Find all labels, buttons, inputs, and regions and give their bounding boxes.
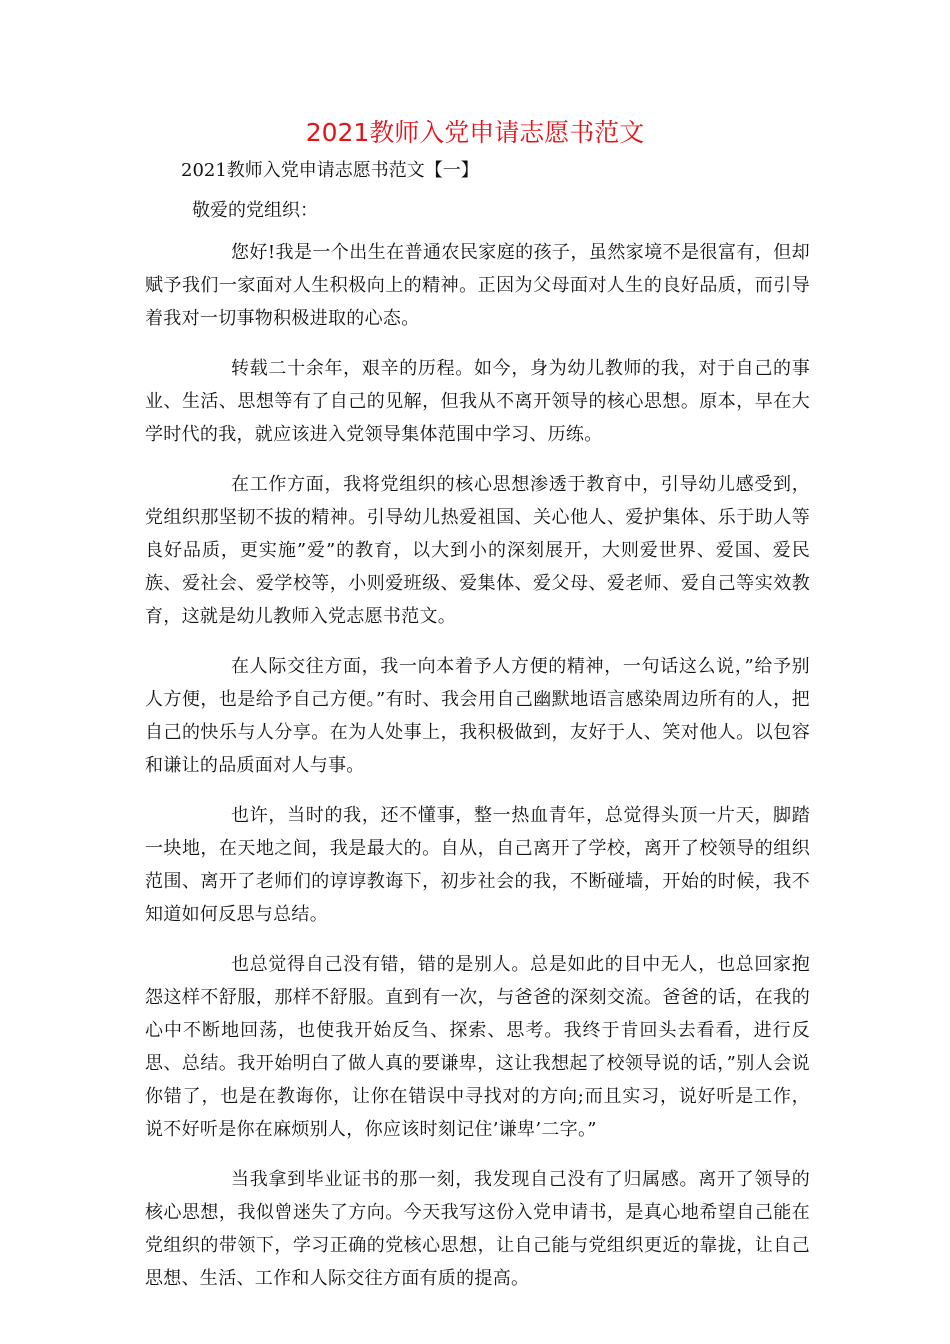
paragraph-7: 当我拿到毕业证书的那一刻，我发现自己没有了归属感。离开了领导的核心思想，我似曾迷失了方向。今天我写这份入党申请书，是真心地希望自己能在党组织的带领下，学习正确的党核心思想，让自己能与党组织更近的靠拢，让自己思想、生活、工作和人际交往方面有质的提高。 xyxy=(145,1169,810,1289)
document-subtitle: 2021教师入党申请志愿书范文【一】 xyxy=(181,160,479,181)
paragraph-5: 也许，当时的我，还不懂事，整一热血青年，总觉得头顶一片天，脚踏一块地，在天地之间，我是最大的。自从，自己离开了学校，离开了校领导的组织范围、离开了老师们的谆谆教诲下，初步社会的我，不断碰墙，开始的时候，我不知道如何反思与总结。 xyxy=(145,805,810,925)
paragraph-1: 您好!我是一个出生在普通农民家庭的孩子，虽然家境不是很富有，但却赋予我们一家面对人生积极向上的精神。正因为父母面对人生的良好品质，而引导着我对一切事物积极进取的心态。 xyxy=(145,242,810,329)
letter-body xyxy=(145,236,810,1312)
salutation: 敬爱的党组织： xyxy=(192,200,318,221)
document-title: 2021教师入党申请志愿书范文 xyxy=(305,118,645,147)
paragraph-2: 转载二十余年，艰辛的历程。如今，身为幼儿教师的我，对于自己的事业、生活、思想等有了自己的见解，但我从不离开领导的核心思想。原本，早在大学时代的我，就应该进入党领导集体范围中学习、历练。 xyxy=(145,358,810,445)
paragraph-3: 在工作方面，我将党组织的核心思想渗透于教育中，引导幼儿感受到，党组织那坚韧不拔的精神。引导幼儿热爱祖国、关心他人、爱护集体、乐于助人等良好品质，更实施”爱”的教育，以大到小的深刻展开，大则爱世界、爱国、爱民族、爱社会、爱学校等，小则爱班级、爱集体、爱父母、爱老师、爱自己等实效教育，这就是幼儿教师入党志愿书范文。 xyxy=(145,474,810,627)
paragraph-4: 在人际交往方面，我一向本着予人方便的精神，一句话这么说，”给予别人方便，也是给予自己方便。”有时、我会用自己幽默地语言感染周边所有的人，把自己的快乐与人分享。在为人处事上，我积极做到，友好于人、笑对他人。以包容和谦让的品质面对人与事。 xyxy=(145,656,810,776)
paragraph-6: 也总觉得自己没有错，错的是别人。总是如此的目中无人，也总回家抱怨这样不舒服，那样不舒服。直到有一次，与爸爸的深刻交流。爸爸的话，在我的心中不断地回荡，也使我开始反刍、探索、思考。我终于肯回头去看看，进行反思、总结。我开始明白了做人真的要谦卑，这让我想起了校领导说的话，”别人会说你错了，也是在教诲你，让你在错误中寻找对的方向;而且实习，说好听是工作，说不好听是你在麻烦别人，你应该时刻记住’谦卑’二字。” xyxy=(145,954,810,1140)
